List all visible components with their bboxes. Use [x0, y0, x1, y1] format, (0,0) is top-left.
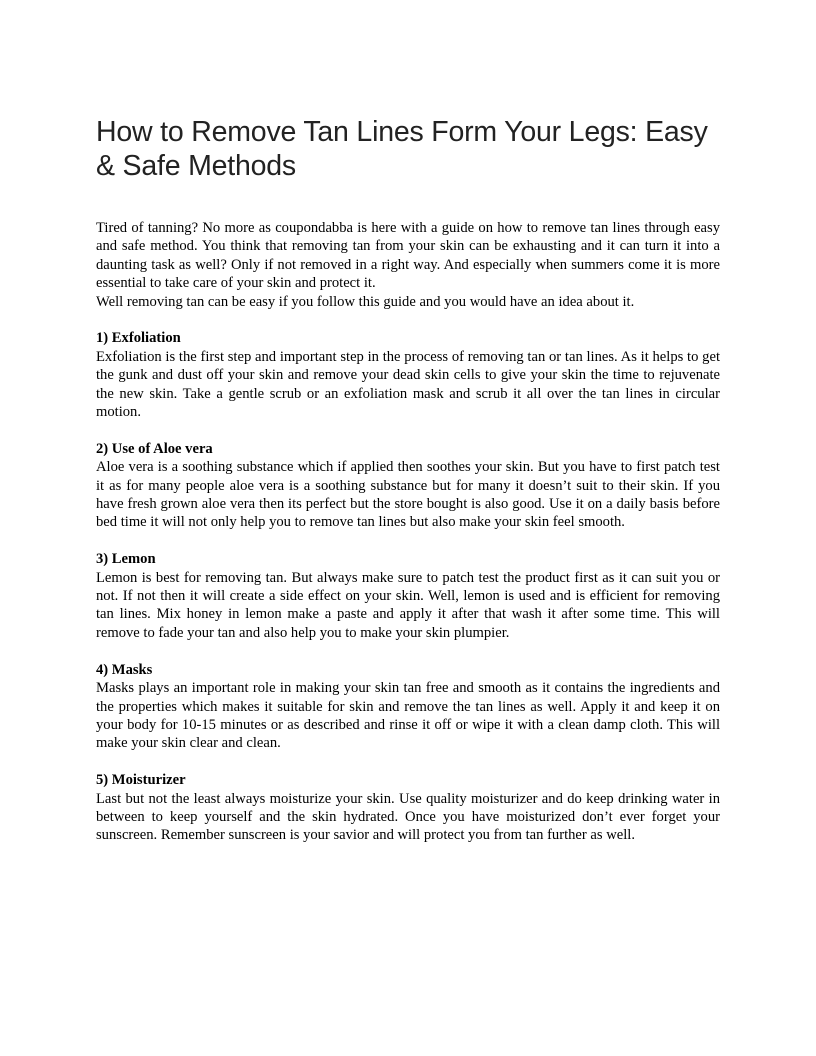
spacer: [96, 421, 720, 439]
section-aloe-vera: [96, 440, 720, 532]
section-body: Last but not the least always moisturize your skin. Use quality moisturizer and do keep drinking water in between to keep yourself and the skin hydrated. Once you have moisturized don’t ever forget your sunscreen. Remember sunscreen is your savior and will protect you from tan further as well.: [96, 790, 720, 844]
spacer: [96, 311, 720, 329]
section-moisturizer: [96, 771, 720, 845]
section-heading: 2) Use of Aloe vera: [96, 440, 213, 457]
section-masks: [96, 661, 720, 753]
spacer: [96, 532, 720, 550]
section-body: Masks plays an important role in making your skin tan free and smooth as it contains the ingredients and the properties which makes it suitable for skin and remove the tan lines as well. Apply it and keep it on your body for 10-15 minutes or as described and rinse it off or wipe it with a clean damp cloth. This will make your skin clear and clean.: [96, 680, 720, 752]
section-body: Aloe vera is a soothing substance which if applied then soothes your skin. But you have to first patch test it as for many people aloe vera is a soothing substance but for many it doesn’t suit to their skin. If you have fresh grown aloe vera then its perfect but the store bought is also good. Use it on a daily basis before bed time it will not only help you to remove tan lines but also make your skin feel smooth.: [96, 459, 720, 531]
section-lemon: [96, 550, 720, 642]
intro-paragraph-2: Well removing tan can be easy if you follow this guide and you would have an idea about it.: [96, 293, 635, 310]
document-page: [96, 115, 720, 845]
section-exfoliation: [96, 329, 720, 421]
section-body: Exfoliation is the first step and important step in the process of removing tan or tan lines. As it helps to get the gunk and dust off your skin and remove your dead skin cells to give your skin the time to rejuvenate the new skin. Take a gentle scrub or an exfoliation mask and scrub it all over the tan lines in circular motion.: [96, 348, 720, 421]
section-body: Lemon is best for removing tan. But always make sure to patch test the product first as it can suit you or not. If not then it will create a side effect on your skin. Well, lemon is used and is efficient for removing tan lines. Mix honey in lemon make a paste and apply it after that wash it after some time. This will remove to fade your tan and also help you to make your skin plumpier.: [96, 569, 720, 641]
section-heading: 4) Masks: [96, 661, 153, 678]
section-heading: 5) Moisturizer: [96, 772, 186, 789]
section-heading: 1) Exfoliation: [96, 330, 181, 347]
spacer: [96, 753, 720, 771]
section-heading: 3) Lemon: [96, 551, 156, 568]
spacer: [96, 642, 720, 660]
intro-paragraph: Tired of tanning? No more as coupondabba is here with a guide on how to remove tan lines through easy and safe method. You think that removing tan from your skin can be exhausting and it can turn it into a daunting task as well? Only if not removed in a right way. And especially when summers come it is more essential to take care of your skin and protect it.: [96, 220, 720, 292]
page-title: How to Remove Tan Lines Form Your Legs: Easy & Safe Methods: [96, 116, 708, 182]
